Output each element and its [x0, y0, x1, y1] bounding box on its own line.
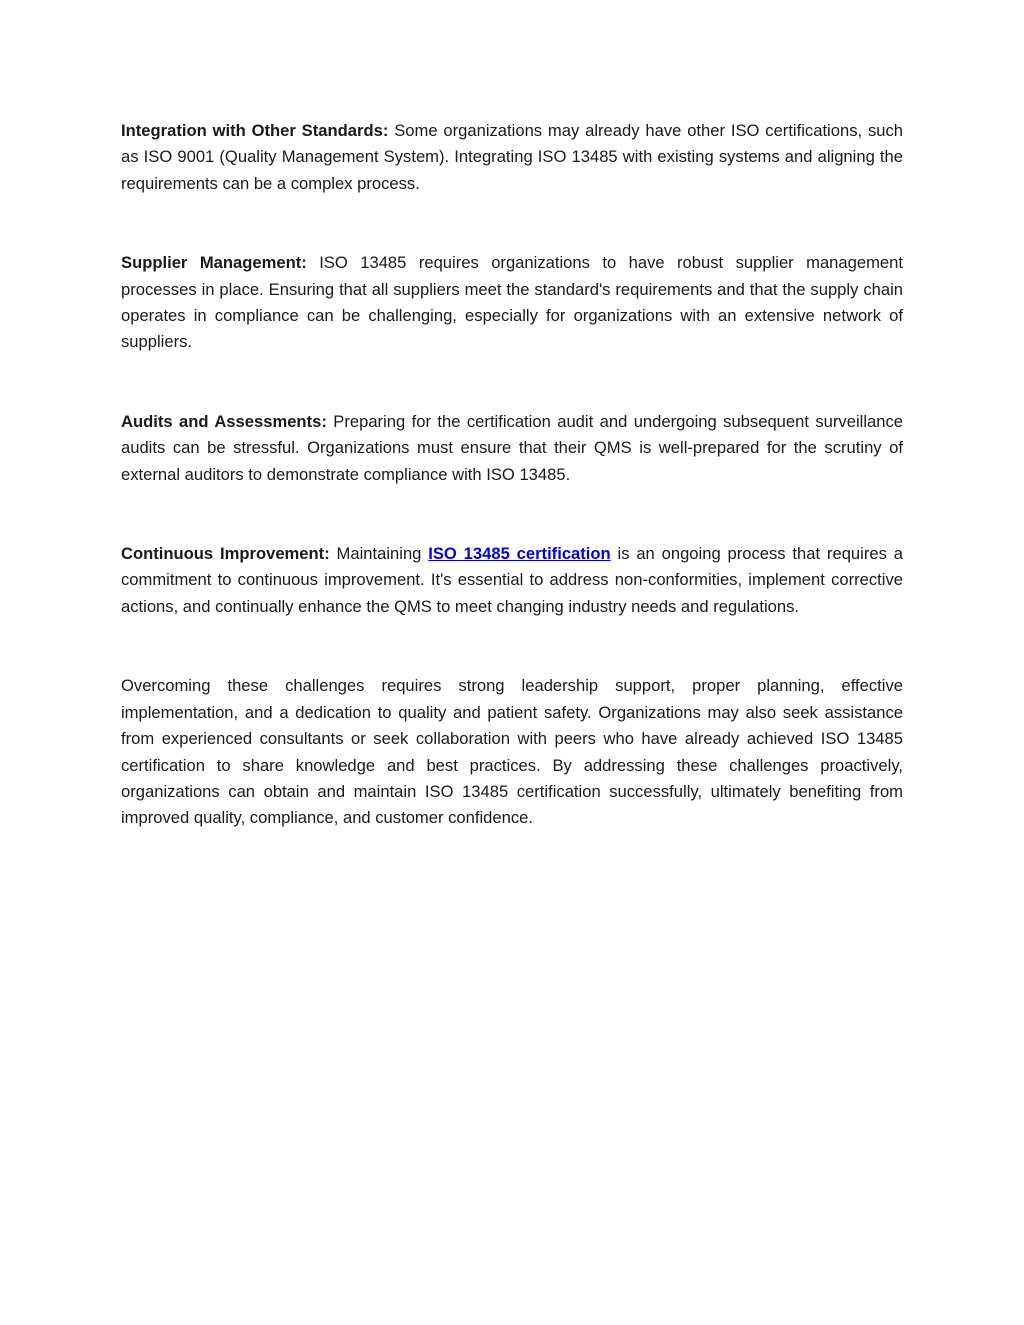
paragraph-text: Overcoming these challenges requires strong leadership support, proper planning, effective implementation, and a dedication to quality and patient safety. Organizations may also seek assistance from experienced consultants or seek collaboration with peers who have already achieved ISO 13485 certification to share knowledge and best practices. By addressing these challenges proactively, organizations can obtain and maintain ISO 13485 certification successfully, ultimately benefiting from improved quality, compliance, and customer confidence. [121, 676, 903, 828]
paragraph-text-before-link: Maintaining [336, 544, 422, 564]
paragraph-heading: Integration with Other Standards: [121, 121, 389, 140]
paragraph-text: Some organizations may already have other ISO certifications, such as ISO 9001 (Quality Management System). Integrating ISO 13485 with existing systems and aligning the requirements can be a complex process. [121, 121, 903, 193]
paragraph-integration [121, 118, 903, 197]
paragraph-text: ISO 13485 requires organizations to have robust supplier management processes in place. Ensuring that all suppliers meet the standard's requirements and that the supply chain operates in compliance can be challenging, especially for organizations with an extensive network of suppliers. [121, 253, 903, 352]
paragraph-text-after-link: is an ongoing process that requires a commitment to continuous improvement. It's essential to address non-conformities, implement corrective actions, and continually enhance the QMS to meet changing industry needs and regulations. [121, 544, 903, 616]
paragraph-heading: Continuous Improvement: [121, 544, 330, 564]
paragraph-audits [121, 409, 903, 488]
paragraph-heading: Audits and Assessments: [121, 411, 327, 431]
paragraph-continuous-improvement [121, 541, 903, 620]
iso-13485-certification-link[interactable]: ISO 13485 certification [428, 544, 611, 564]
paragraph-supplier-management [121, 250, 903, 356]
paragraph-conclusion [121, 673, 903, 831]
paragraph-text: Preparing for the certification audit and undergoing subsequent surveillance audits can be stressful. Organizations must ensure that their QMS is well-prepared for the scrutiny of external auditors to demonstrate compliance with ISO 13485. [121, 411, 903, 484]
paragraph-heading: Supplier Management: [121, 253, 307, 273]
document-page [121, 118, 903, 832]
